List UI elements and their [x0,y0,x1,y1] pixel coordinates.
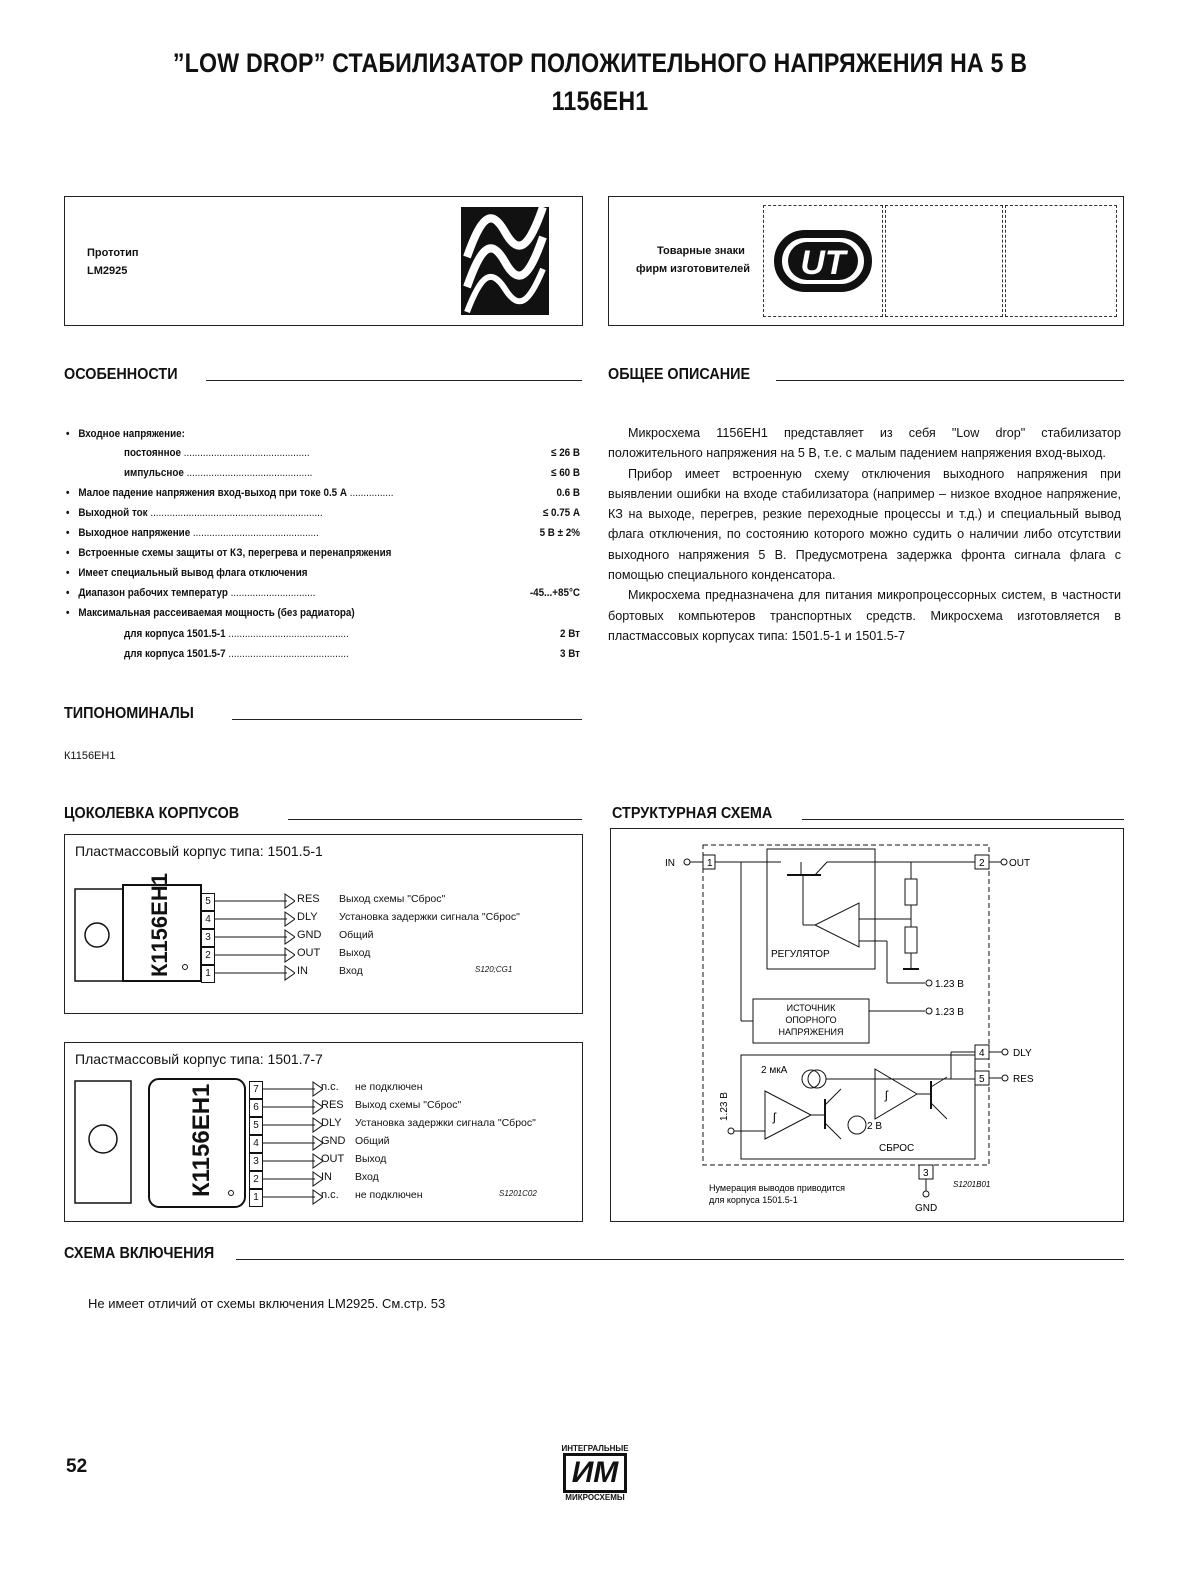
ut-logo-icon [764,206,882,316]
svg-text:2 В: 2 В [867,1121,883,1132]
svg-text:1.23 В: 1.23 В [935,979,964,990]
pin-description: Выход [339,947,371,959]
feature-text: постоянное [124,447,182,459]
svg-text:1.23 В: 1.23 В [719,1092,730,1121]
trademark-slot-3 [1005,205,1117,317]
feature-item [66,567,308,579]
feature-dots: ................ [346,487,394,499]
feature-text: для корпуса 1501.5-7 [124,648,226,660]
feature-item [124,447,310,459]
pin1-label: 1 [707,858,713,869]
svg-text:4: 4 [979,1048,985,1059]
package-1501-7-7 [64,1042,583,1222]
prototype-value: LM2925 [87,265,128,277]
pin-arrow-icon [215,929,295,947]
description-text [608,423,1121,646]
pin-number: 2 [201,947,215,965]
figure-code: S1201C02 [499,1189,537,1198]
feature-text: Входное напряжение: [78,428,185,440]
svg-text:3: 3 [923,1168,929,1179]
prototype-label: Прототип [87,247,139,259]
types-heading: ТИПОНОМИНАЛЫ [64,705,194,722]
feature-item [124,648,349,660]
svg-text:2: 2 [979,858,985,869]
pin-arrow-icon [263,1099,323,1117]
feature-value: ≤ 60 В [551,467,580,479]
pin-name: GND [297,929,322,941]
pin-name: GND [321,1135,346,1147]
feature-value: 3 Вт [559,648,580,660]
trademarks-label-1: Товарные знаки [657,245,745,257]
part-number: 1156ЕН1 [551,86,649,116]
pin-arrow-icon [263,1117,323,1135]
prototype-box [64,196,583,326]
feature-value: -45...+85°С [529,587,580,599]
pin-name: IN [297,965,308,977]
feature-value: 5 В ± 2% [539,527,580,539]
feature-item [124,467,312,479]
svg-text:Нумерация выводов приводится: Нумерация выводов приводится [709,1183,846,1193]
pin-arrow-icon [263,1153,323,1171]
feature-item [66,487,393,499]
pin-name: RES [297,893,320,905]
pin-name: OUT [297,947,321,959]
pin-description: Установка задержки сигнала "Сброс" [355,1117,536,1129]
feature-dots: ............................................ [225,628,349,640]
pin-description: не подключен [355,1189,423,1201]
feature-text: Малое падение напряжения вход-выход при токе 0.5 А [78,487,347,499]
feature-item [124,628,349,640]
description-paragraph: Микросхема 1156ЕН1 представляет из себя "Low drop" стабилизатор положительного напряжения на 5 В, т.е. с малым падением напряжения вход-выход. [608,426,1121,461]
svg-text:DLY: DLY [1013,1048,1032,1059]
svg-text:ʃ: ʃ [885,1088,888,1102]
feature-item [66,547,391,559]
feature-text: Встроенные схемы защиты от КЗ, перегрева и перенапряжения [78,547,392,559]
svg-text:ʃ: ʃ [773,1110,776,1124]
features-heading: ОСОБЕННОСТИ [64,366,178,383]
feature-item [66,587,315,599]
feature-dots: .............................................. [183,467,313,479]
pin-name: n.c. [321,1189,339,1201]
application-text: Не имеет отличий от схемы включения LM2925. См.стр. 53 [88,1296,446,1311]
pin-number: 1 [249,1189,263,1207]
pin-description: Выход [355,1153,387,1165]
svg-text:2 мкА: 2 мкА [761,1065,788,1076]
feature-dots: ............................................................... [147,507,323,519]
feature-bullet: • [66,547,70,559]
pin-name: RES [321,1099,344,1111]
feature-text: для корпуса 1501.5-1 [124,628,226,640]
feature-bullet: • [66,507,70,519]
pin-number: 5 [201,893,215,911]
svg-text:НАПРЯЖЕНИЯ: НАПРЯЖЕНИЯ [778,1027,844,1037]
pin-name: OUT [321,1153,345,1165]
feature-item [66,507,323,519]
svg-text:S1201B01: S1201B01 [953,1180,991,1189]
pin-name: DLY [321,1117,342,1129]
feature-text: Имеет специальный вывод флага отключения [78,567,308,579]
national-semiconductor-logo [461,207,549,315]
svg-text:IN: IN [665,858,675,869]
feature-bullet: • [66,487,70,499]
feature-value: 2 Вт [559,628,580,640]
feature-text: Выходное напряжение [78,527,191,539]
svg-text:GND: GND [915,1203,938,1214]
logo-bottom-text: МИКРОСХЕМЫ [565,1493,625,1502]
logo-mark: ИМ [563,1453,628,1493]
pin-number: 5 [249,1117,263,1135]
svg-text:UT: UT [800,244,846,282]
feature-item [66,607,355,619]
description-heading: ОБЩЕЕ ОПИСАНИЕ [608,366,751,383]
svg-text:OUT: OUT [1009,858,1031,869]
pin-description: Выход схемы "Сброс" [355,1099,462,1111]
page-number: 52 [66,1456,88,1477]
pin-description: не подключен [355,1081,423,1093]
pin-number: 3 [249,1153,263,1171]
page-title: ”LOW DROP” СТАБИЛИЗАТОР ПОЛОЖИТЕЛЬНОГО НАПРЯЖЕНИЯ НА 5 В [172,48,1028,78]
block-diagram-heading: СТРУКТУРНАЯ СХЕМА [612,805,773,822]
trademark-slot-2 [885,205,1003,317]
package-1501-5-1 [64,834,583,1014]
pin-number: 7 [249,1081,263,1099]
description-paragraph: Прибор имеет встроенную схему отключения выходного напряжения при выявлении ошибки на входе стабилизатора (например – низкое входное напряжение, КЗ на выходе, перегрев, резкие переходные процессы и т.д.) и специальный вывод флага отключения, по состоянию которого можно судить о наличии либо отсутствии выходного напряжения 5 В. Предусмотрена задержка фронта сигнала флага с помощью специального конденсатора. [608,466,1121,583]
description-paragraph: Микросхема предназначена для питания микропроцессорных систем, в частности бортовых компьютеров транспортных средств. Микросхема изготовляется в пластмассовых корпусах типа: 1501.5-1 и 1501.5-7 [608,588,1121,643]
feature-text: Максимальная рассеиваемая мощность (без радиатора) [78,607,355,619]
trademarks-box [608,196,1124,326]
im-logo [540,1444,650,1502]
svg-text:5: 5 [979,1074,985,1085]
pin-arrow-icon [263,1189,323,1207]
svg-text:ИСТОЧНИК: ИСТОЧНИК [786,1003,836,1013]
feature-bullet: • [66,607,70,619]
feature-text: Выходной ток [78,507,148,519]
feature-dots: .............................................. [181,447,310,459]
svg-text:RES: RES [1013,1074,1034,1085]
svg-text:1.23 В: 1.23 В [935,1007,964,1018]
package-title: Пластмассовый корпус типа: 1501.5-1 [75,843,323,859]
pin-number: 4 [249,1135,263,1153]
chip-marking: К1156ЕН1 [188,1083,215,1197]
feature-bullet: • [66,567,70,579]
pin-arrow-icon [215,947,295,965]
pin-number: 6 [249,1099,263,1117]
feature-bullet: • [66,527,70,539]
feature-text: импульсное [124,467,184,479]
block-diagram [610,828,1124,1222]
pin-number: 1 [201,965,215,983]
pin-arrow-icon [263,1135,323,1153]
feature-value: ≤ 0.75 А [542,507,580,519]
types-value: К1156ЕН1 [64,750,116,762]
svg-text:для корпуса 1501.5-1: для корпуса 1501.5-1 [709,1195,798,1205]
feature-item [66,527,319,539]
pin-number: 4 [201,911,215,929]
feature-item [66,428,185,440]
pin-number: 3 [201,929,215,947]
feature-value: ≤ 26 В [551,447,580,459]
chip-marking: К1156ЕН1 [147,873,172,977]
svg-text:РЕГУЛЯТОР: РЕГУЛЯТОР [771,949,830,960]
package-title: Пластмассовый корпус типа: 1501.7-7 [75,1051,323,1067]
pin-description: Общий [339,929,374,941]
pin-name: n.c. [321,1081,339,1093]
logo-top-text: ИНТЕГРАЛЬНЫЕ [561,1444,629,1453]
figure-code: S120;CG1 [475,965,513,974]
pin-number: 2 [249,1171,263,1189]
svg-text:ОПОРНОГО: ОПОРНОГО [785,1015,837,1025]
pin-description: Установка задержки сигнала "Сброс" [339,911,520,923]
svg-text:СБРОС: СБРОС [879,1143,915,1154]
pin-name: DLY [297,911,318,923]
feature-text: Диапазон рабочих температур [78,587,228,599]
pin-name: IN [321,1171,332,1183]
pin-description: Общий [355,1135,390,1147]
pin-description: Вход [355,1171,379,1183]
pin-description: Выход схемы "Сброс" [339,893,446,905]
feature-bullet: • [66,428,70,440]
feature-dots: .............................................. [190,527,319,539]
trademarks-label-2: фирм изготовителей [636,263,750,275]
pin-arrow-icon [263,1081,323,1099]
application-heading: СХЕМА ВКЛЮЧЕНИЯ [64,1245,215,1262]
feature-dots: ............................................ [225,648,349,660]
pin-description: Вход [339,965,363,977]
trademark-slot-1 [763,205,883,317]
pin-arrow-icon [215,911,295,929]
feature-dots: ............................... [227,587,316,599]
pin-arrow-icon [215,893,295,911]
feature-bullet: • [66,587,70,599]
feature-value: 0.6 В [556,487,580,499]
pinout-heading: ЦОКОЛЕВКА КОРПУСОВ [64,805,240,822]
pin-arrow-icon [263,1171,323,1189]
pin-arrow-icon [215,965,295,983]
